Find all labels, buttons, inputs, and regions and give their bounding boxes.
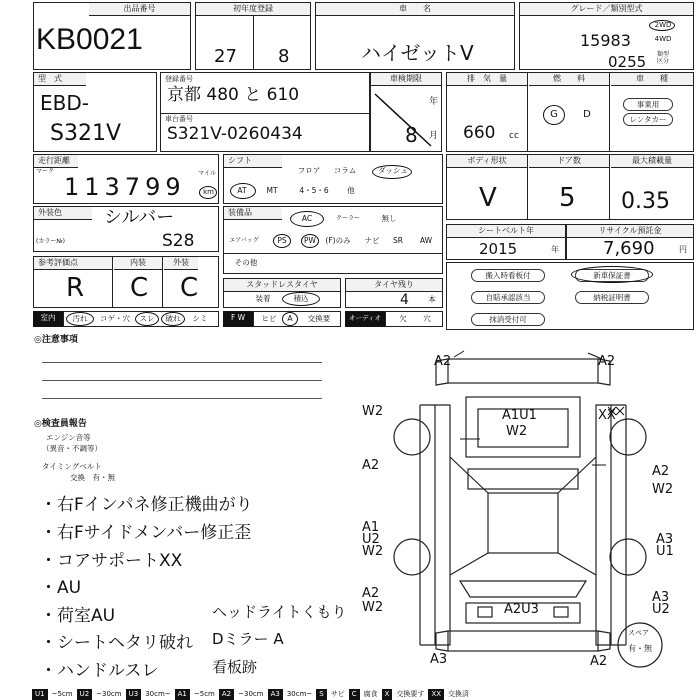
grade-box xyxy=(519,2,694,70)
doc-warranty: 新車保証書 xyxy=(575,269,649,282)
seatbelt-unit: 年 xyxy=(551,245,559,254)
fw-replace: 交換要 xyxy=(307,314,331,323)
shift-mt: MT xyxy=(266,186,278,195)
recycle-box xyxy=(566,224,694,260)
chassis-number: S321V-0260434 xyxy=(167,124,303,144)
dmg-front-right: A2 xyxy=(590,654,608,669)
legend-u2: U2 xyxy=(77,689,93,700)
body-value: V xyxy=(479,183,497,213)
fw-row xyxy=(253,311,341,327)
body-label: ボディ形状 xyxy=(447,155,527,168)
first-reg-box xyxy=(195,2,311,70)
report-engine-sub: （異音・不調等） xyxy=(42,444,102,453)
recycle-value: 7,690 xyxy=(603,238,655,259)
legend-u2-desc: ~30cm xyxy=(92,689,125,700)
tire-box xyxy=(345,278,443,308)
dmg-front: A2U3 xyxy=(504,602,539,617)
shift-at-circle xyxy=(230,183,256,199)
report-timing-opts: 交換 有・無 xyxy=(70,473,115,482)
doors-value: 5 xyxy=(559,183,576,213)
report-item-2: ・右Fサイドメンバー修正歪 xyxy=(40,523,252,543)
usage-label: 車 種 xyxy=(611,73,693,86)
recycle-label: リサイクル預託金 xyxy=(567,225,693,238)
mileage-km-circle xyxy=(199,186,217,199)
mileage-unit-km: km xyxy=(203,188,214,196)
rating-exterior: C xyxy=(180,273,199,303)
report-right-item-3: 看板跡 xyxy=(212,658,258,676)
legend-a1-desc: ~5cm xyxy=(190,689,219,700)
equip-pw: PW xyxy=(304,236,316,245)
spare-label: スペア xyxy=(628,629,649,637)
dmg-left-front-w: W2 xyxy=(362,600,384,615)
shift-box xyxy=(223,154,443,204)
color-code: S28 xyxy=(162,231,195,251)
mileage-unit-mile: マイル xyxy=(198,170,216,177)
doc-warranty-circle xyxy=(571,266,653,283)
interior-dirt: 汚れ xyxy=(72,314,88,323)
model-box xyxy=(33,72,157,152)
seatbelt-value: 2015 xyxy=(479,240,518,258)
first-reg-year: 27 xyxy=(214,46,237,67)
audio-hole: 穴 xyxy=(423,314,431,323)
shift-at: AT xyxy=(237,186,247,195)
report-item-7: ・ハンドルスレ xyxy=(40,661,159,681)
car-name-value: ハイゼットV xyxy=(361,41,474,65)
dmg-tailgate-2: W2 xyxy=(506,424,528,439)
grade-code-2: 0255 xyxy=(608,53,647,71)
dmg-right-rear: A2 xyxy=(652,464,670,479)
dmg-rear-corner-left: W2 xyxy=(362,404,384,419)
mileage-box xyxy=(33,154,219,204)
car-diagram xyxy=(340,345,700,685)
mileage-label: 走行距離 xyxy=(34,155,78,168)
interior-stain: シミ xyxy=(192,314,208,323)
legend-xx-desc: 交換済 xyxy=(444,689,473,700)
grade-2wd: 2WD xyxy=(654,21,672,29)
rating-score: R xyxy=(66,273,85,303)
shift-speeds: 4・5・6 xyxy=(299,186,329,195)
load-value: 0.35 xyxy=(621,189,670,214)
car-name-box xyxy=(315,2,515,70)
report-title: ◎検査員報告 xyxy=(34,419,87,429)
grade-type-label: 類型 区分 xyxy=(656,51,669,65)
inspection-box xyxy=(370,72,442,152)
dmg-right-front-a: A3 xyxy=(652,590,670,605)
equip-navi: ナビ xyxy=(364,236,380,245)
chassis-label: 車台番号 xyxy=(165,115,193,123)
first-reg-label: 初年度登録 xyxy=(196,3,310,16)
grade-2wd-circle xyxy=(649,20,675,31)
seatbelt-label: シートベルト年 xyxy=(447,225,565,238)
tire-value: 4 xyxy=(400,292,409,308)
color-value: シルバー xyxy=(104,207,175,228)
mileage-mark-label: マーク xyxy=(36,168,55,175)
equip-aw: AW xyxy=(419,236,433,245)
equip-ac-circle xyxy=(290,211,324,227)
equip-sr: SR xyxy=(393,236,403,245)
report-item-1: ・右Fインパネ修正機曲がり xyxy=(40,495,253,515)
lot-number: KB0021 xyxy=(36,23,143,56)
fw-a-circle xyxy=(282,312,298,326)
equip-other: その他 xyxy=(234,258,258,267)
studless-label: スタッドレスタイヤ xyxy=(224,279,340,292)
audio-row-label: オーディオ xyxy=(345,311,385,327)
mileage-value: 113799 xyxy=(64,173,186,201)
body-box xyxy=(446,154,694,220)
tire-label: タイヤ残り xyxy=(346,279,442,292)
dmg-left-rear: A2 xyxy=(362,458,380,473)
lot-label: 出品番号 xyxy=(89,3,190,16)
legend-a2-desc: ~30cm xyxy=(234,689,267,700)
fw-a: A xyxy=(287,314,293,323)
dmg-left-mid-w: W2 xyxy=(362,544,384,559)
report-right-item-2: Dミラー A xyxy=(212,630,284,648)
inspection-strike xyxy=(371,86,441,151)
legend-bar xyxy=(32,689,700,700)
legend-u3: U3 xyxy=(126,689,142,700)
doc-insurance: 自賠承認該当 xyxy=(471,291,545,304)
dmg-right-front-u: U2 xyxy=(652,602,670,617)
inspection-month-unit: 月 xyxy=(428,131,438,141)
dmg-left-mid-u: U2 xyxy=(362,532,380,547)
shift-floor: フロア xyxy=(297,166,321,175)
studless-box xyxy=(223,278,341,308)
first-reg-month: 8 xyxy=(278,46,290,67)
dmg-left-front-a: A2 xyxy=(362,586,380,601)
model-label: 型 式 xyxy=(34,73,86,86)
displacement-label: 排 気 量 xyxy=(447,73,527,86)
displacement-value: 660 xyxy=(463,123,496,143)
interior-tear: 破れ xyxy=(165,314,181,323)
shift-label: シフト xyxy=(224,155,282,168)
recycle-unit: 円 xyxy=(679,245,687,254)
interior-scuff: スレ xyxy=(139,314,155,323)
dmg-right-rear-2: W2 xyxy=(652,482,674,497)
audio-row xyxy=(385,311,443,327)
studless-opt-1: 装着 xyxy=(255,294,271,303)
equip-ac: AC xyxy=(301,214,313,223)
studless-opt-2: 積込 xyxy=(293,294,309,303)
report-right-item-1: ヘッドライトくもり xyxy=(212,603,347,621)
rating-interior-label: 内装 xyxy=(114,257,162,270)
doors-label: ドア数 xyxy=(529,155,609,168)
shift-other: 他 xyxy=(347,186,355,195)
inspection-month: 8 xyxy=(405,123,418,147)
tire-unit: 本 xyxy=(428,295,436,304)
inspection-label: 車検期限 xyxy=(371,73,441,86)
legend-xx: XX xyxy=(428,689,444,700)
fuel-label: 燃 料 xyxy=(529,73,609,86)
grade-4wd: 4WD xyxy=(654,35,672,43)
legend-a2: A2 xyxy=(219,689,234,700)
seatbelt-box xyxy=(446,224,566,260)
car-name-label: 車 名 xyxy=(316,3,514,16)
reg-label: 登録番号 xyxy=(165,75,193,83)
interior-burn: コゲ・穴 xyxy=(100,314,130,323)
legend-a3-desc: 30cm~ xyxy=(283,689,316,700)
dmg-right-mid-a: A3 xyxy=(656,532,674,547)
rating-label: 参考評価点 xyxy=(34,257,112,270)
displacement-unit: cc xyxy=(509,131,519,141)
legend-a1: A1 xyxy=(175,689,190,700)
fw-crack: ヒビ xyxy=(261,314,277,323)
usage-opt-1: 事業用 xyxy=(623,98,673,111)
fuel-d: D xyxy=(583,109,591,120)
report-item-6: ・シートヘタリ破れ xyxy=(40,633,193,653)
equip-ps: PS xyxy=(277,236,287,245)
grade-label: グレード／類別型式 xyxy=(520,3,693,16)
legend-a3: A3 xyxy=(268,689,283,700)
model-line-2: S321V xyxy=(50,121,122,146)
fuel-g-circle xyxy=(543,105,565,125)
dmg-right-mid-u: U1 xyxy=(656,544,674,559)
dmg-left-mid-a: A1 xyxy=(362,520,380,535)
legend-u1: U1 xyxy=(32,689,48,700)
legend-u1-desc: ~5cm xyxy=(48,689,77,700)
lot-box xyxy=(33,2,191,70)
equip-label: 装備品 xyxy=(224,207,282,220)
legend-s: S xyxy=(316,689,326,700)
fuel-g: G xyxy=(550,109,558,120)
legend-c-desc: 腐食 xyxy=(360,689,382,700)
reg-box xyxy=(160,72,370,152)
notes-title: ◎注意事項 xyxy=(34,335,78,345)
doc-tax: 納税証明書 xyxy=(575,291,649,304)
legend-x: X xyxy=(382,689,393,700)
dmg-rear-left: A2 xyxy=(434,354,452,369)
engine-box xyxy=(446,72,694,152)
shift-column: コラム xyxy=(333,166,357,175)
ratings-box xyxy=(33,256,219,308)
load-label: 最大積載量 xyxy=(611,155,693,168)
equip-pw-circle xyxy=(301,234,319,248)
audio-missing: 欠 xyxy=(399,314,407,323)
equip-pw-note: (F)のみ xyxy=(325,236,351,245)
legend-x-desc: 交換要す xyxy=(392,689,428,700)
equip-none: 無し xyxy=(381,214,397,223)
inspection-year-unit: 年 xyxy=(428,97,438,107)
interior-row xyxy=(63,311,219,327)
interior-scuff-circle xyxy=(135,312,159,326)
report-timing-label: タイミングベルト xyxy=(42,462,102,471)
shift-dash: ダッシュ xyxy=(378,166,408,175)
studless-opt-2-circle xyxy=(282,292,320,306)
report-item-5: ・荷室AU xyxy=(40,606,116,626)
model-line-1: EBD- xyxy=(40,91,89,115)
dmg-rear-corner-right: XX xyxy=(598,408,616,423)
shift-dash-circle xyxy=(372,165,412,179)
interior-tear-circle xyxy=(161,312,185,326)
color-box xyxy=(33,206,219,252)
docs-box xyxy=(446,262,694,330)
equip-box xyxy=(223,206,443,274)
dmg-rear-right: A2 xyxy=(598,354,616,369)
grade-code-1: 15983 xyxy=(580,31,631,50)
rating-exterior-label: 外装 xyxy=(164,257,198,270)
legend-u3-desc: 30cm~ xyxy=(141,689,174,700)
interior-dirt-circle xyxy=(66,312,94,326)
equip-ps-circle xyxy=(273,234,291,248)
rating-interior: C xyxy=(130,273,149,303)
reg-number: 京都 480 と 610 xyxy=(167,85,300,105)
doc-sign: 搬入時看板付 xyxy=(471,269,545,282)
dmg-front-left: A3 xyxy=(430,652,448,667)
interior-row-label: 室内 xyxy=(33,311,63,327)
report-engine-label: エンジン音等 xyxy=(46,433,91,442)
equip-cooler: クーラー xyxy=(335,215,360,222)
color-label: 外装色 xyxy=(34,207,92,220)
equip-airbag: エアバッグ xyxy=(229,237,259,244)
spare-opts: 有・無 xyxy=(628,644,652,653)
fw-row-label: F W xyxy=(223,311,253,327)
doc-cancel: 抹消受付可 xyxy=(471,313,545,326)
dmg-tailgate: A1U1 xyxy=(502,408,537,423)
report-item-4: ・AU xyxy=(40,578,82,598)
legend-s-desc: サビ xyxy=(327,689,349,700)
color-code-label: (カラー№) xyxy=(36,238,65,245)
legend-c: C xyxy=(349,689,360,700)
usage-opt-2: レンタカー xyxy=(623,113,673,126)
report-item-3: ・コアサポートXX xyxy=(40,551,183,571)
